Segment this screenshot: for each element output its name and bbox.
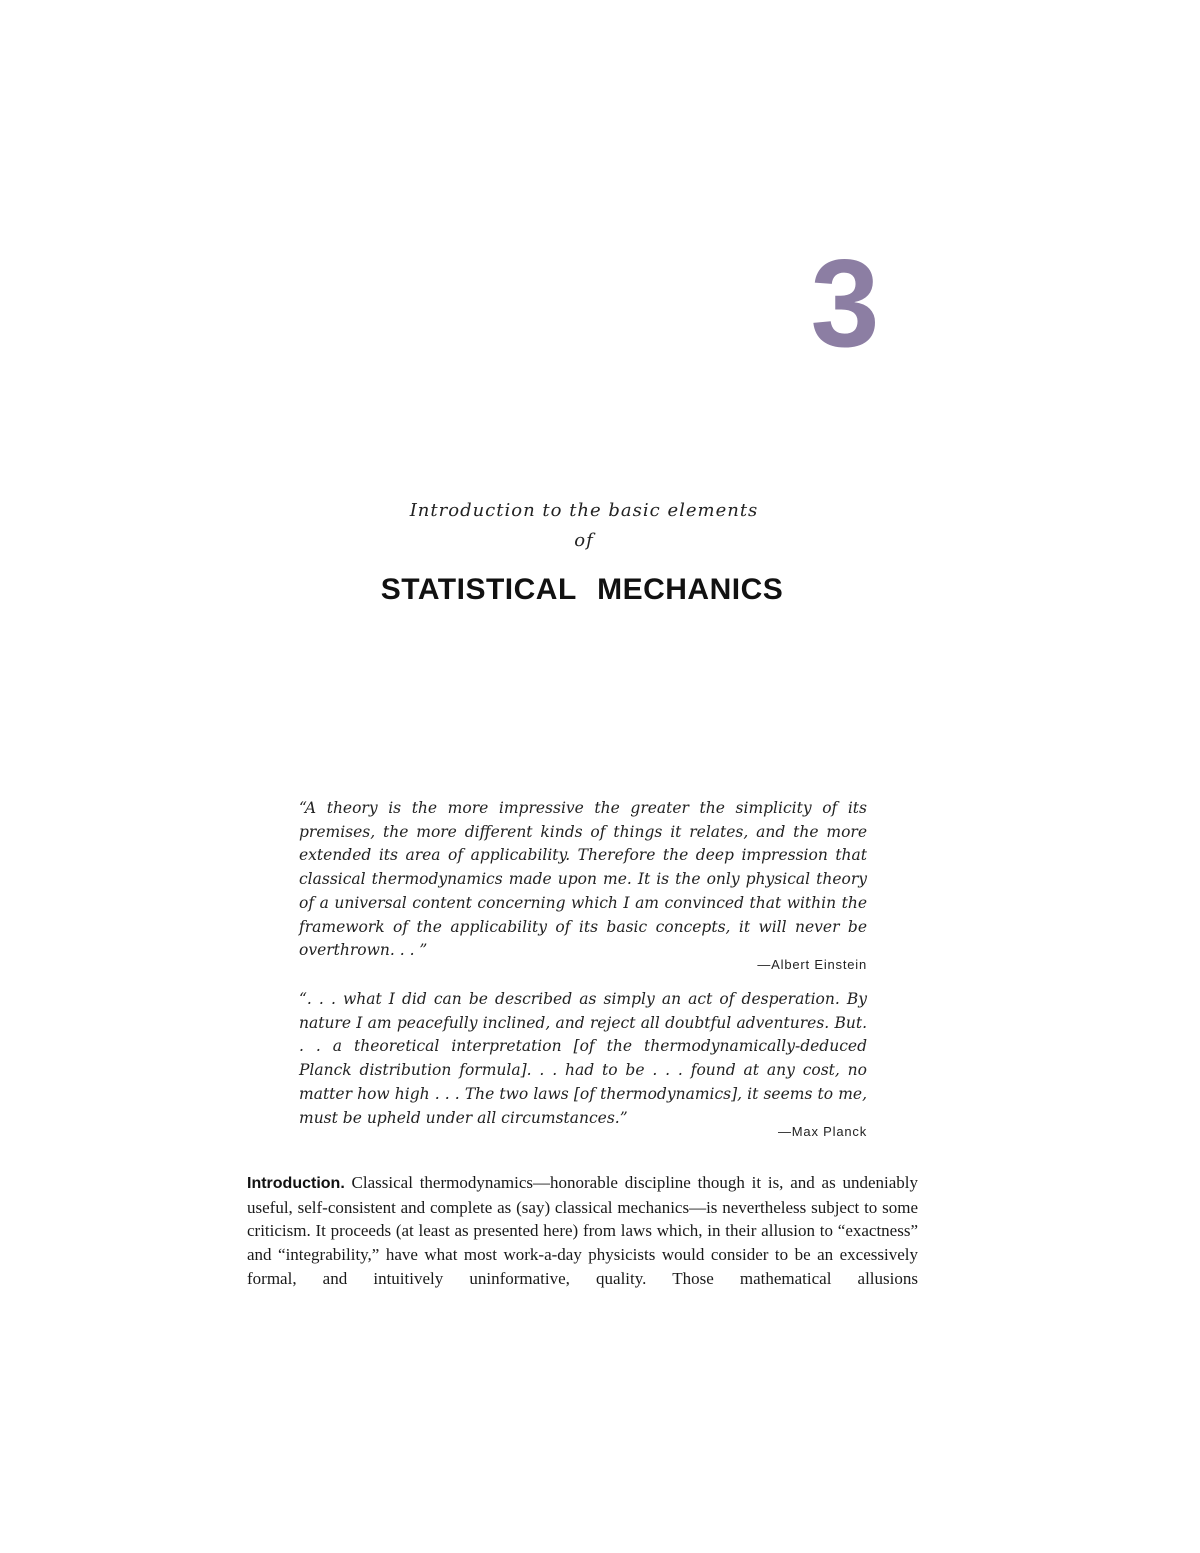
epigraph-attribution: —Albert Einstein	[757, 956, 867, 972]
introduction-paragraph	[247, 1171, 918, 1291]
epigraph-planck	[299, 988, 867, 1139]
chapter-title: STATISTICAL MECHANICS	[380, 573, 784, 606]
epigraph-attribution: —Max Planck	[778, 1124, 867, 1140]
chapter-subtitle-line1: Introduction to the basic elements	[409, 500, 759, 521]
introduction-heading: Introduction.	[247, 1175, 345, 1192]
epigraph-quote: “. . . what I did can be described as simply an act of desperation. By nature I am peacefully inclined, and reject all doubtful adventures. But. . . a theoretical interpretation [of the thermodynamically-deduced Planck distribution formula]. . . had to be . . . found at any cost, no matter how high . . . The two laws [of thermodynamics], it seems to me, must be upheld under all circumstances.”	[299, 990, 867, 1127]
epigraph-einstein	[299, 797, 867, 972]
chapter-subtitle-line2: of	[574, 530, 594, 551]
chapter-number: 3	[810, 235, 880, 373]
epigraph-quote: “A theory is the more impressive the greater the simplicity of its premises, the more different kinds of things it relates, and the more extended its area of applicability. Therefore the deep impression that classical thermodynamics made upon me. It is the only physical theory of a universal content concerning which I am convinced that within the framework of the applicability of its basic concepts, it will never be overthrown. . . ”	[299, 799, 867, 960]
introduction-text: Classical thermodynamics—honorable discipline though it is, and as undeniably useful, self-consistent and complete as (say) classical mechanics—is nevertheless subject to some criticism. It proceeds (at least as presented here) from laws which, in their allusion to “exactness” and “integrability,” have what most work-a-day physicists would consider to be an excessively formal, and intuitively uninformative, quality. Those mathematical allusions	[247, 1173, 918, 1288]
